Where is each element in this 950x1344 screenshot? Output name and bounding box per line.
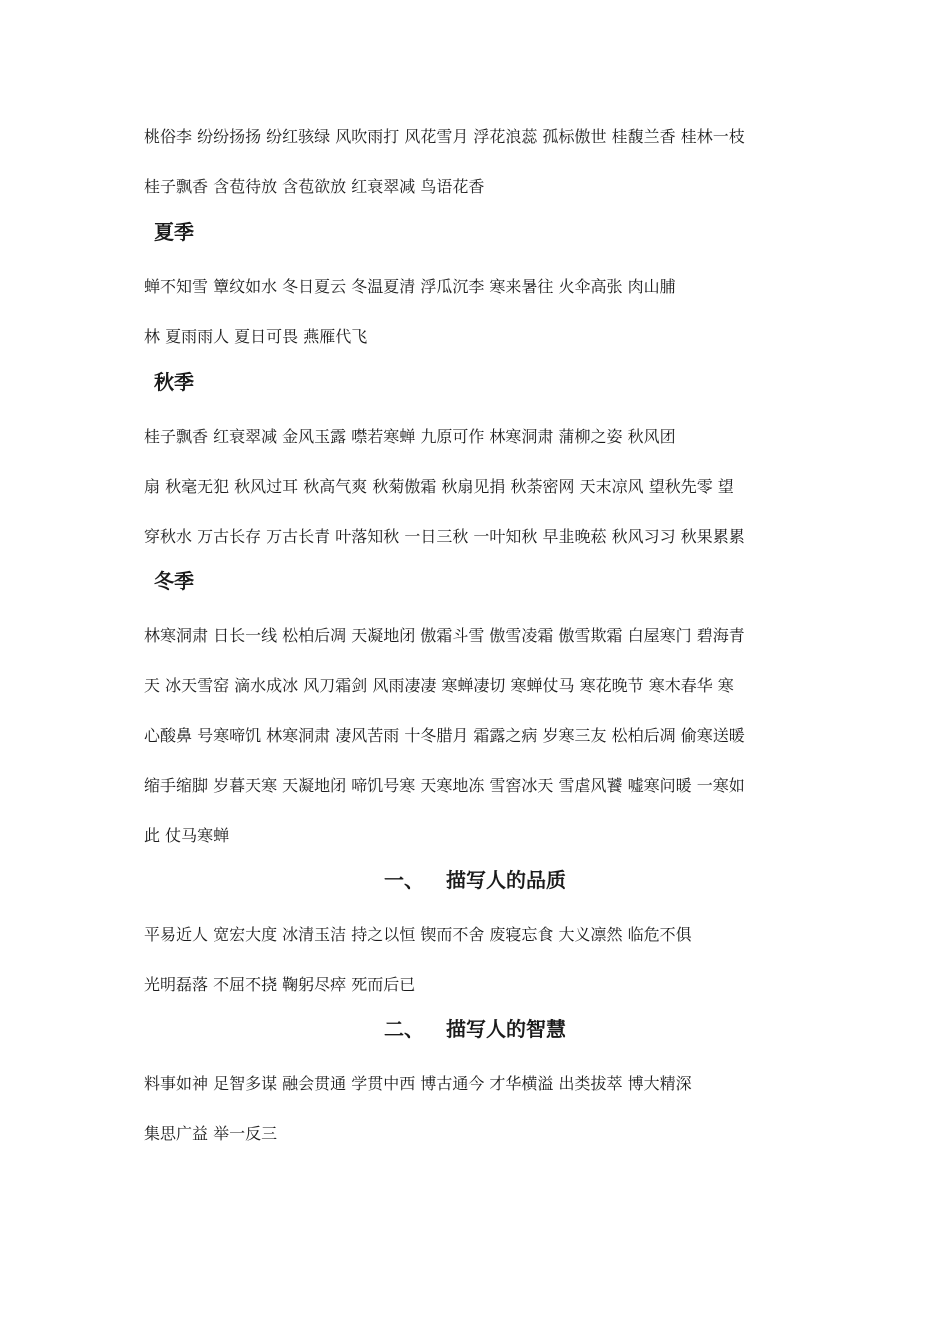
text-line-winter-2: 天 冰天雪窑 滴水成冰 风刀霜剑 风雨凄凄 寒蝉凄切 寒蝉仗马 寒花晚节 寒木春华 寒 (144, 676, 734, 695)
heading-summer: 夏季 (154, 220, 194, 244)
text-line-winter-3: 心酸鼻 号寒啼饥 林寒洞肃 凄风苦雨 十冬腊月 霜露之病 岁寒三友 松柏后凋 偷寒送暖 (144, 726, 745, 745)
text-line-summer-1: 蝉不知雪 簟纹如水 冬日夏云 冬温夏清 浮瓜沉李 寒来暑往 火伞高张 肉山脯 (144, 277, 676, 296)
text-line-winter-5: 此 仗马寒蝉 (144, 826, 230, 845)
text-line-wisdom-1: 料事如神 足智多谋 融会贯通 学贯中西 博古通今 才华横溢 出类拔萃 博大精深 (144, 1074, 692, 1093)
section-title: 描写人的品质 (446, 868, 566, 892)
text-line-wisdom-2: 集思广益 举一反三 (144, 1124, 278, 1143)
section-number: 二、 (384, 1017, 424, 1041)
text-line-autumn-1: 桂子飘香 红衰翠减 金风玉露 噤若寒蝉 九原可作 林寒洞肃 蒲柳之姿 秋风团 (144, 427, 676, 446)
section-title: 描写人的智慧 (446, 1017, 566, 1041)
text-line-autumn-3: 穿秋水 万古长存 万古长青 叶落知秋 一日三秋 一叶知秋 早韭晚菘 秋风习习 秋果累累 (144, 527, 745, 546)
section-heading-wisdom (0, 1016, 950, 1042)
text-line-spring-1: 桃俗李 纷纷扬扬 纷红骇绿 风吹雨打 风花雪月 浮花浪蕊 孤标傲世 桂馥兰香 桂林一枝 (144, 127, 745, 146)
heading-winter: 冬季 (154, 569, 194, 593)
text-line-summer-2: 林 夏雨雨人 夏日可畏 燕雁代飞 (144, 327, 368, 346)
text-line-quality-2: 光明磊落 不屈不挠 鞠躬尽瘁 死而后已 (144, 975, 416, 994)
text-line-winter-4: 缩手缩脚 岁暮天寒 天凝地闭 啼饥号寒 天寒地冻 雪窖冰天 雪虐风饕 嘘寒问暖 一寒如 (144, 776, 745, 795)
heading-autumn: 秋季 (154, 370, 194, 394)
text-line-spring-2: 桂子飘香 含苞待放 含苞欲放 红衰翠减 鸟语花香 (144, 177, 485, 196)
text-line-autumn-2: 扇 秋毫无犯 秋风过耳 秋高气爽 秋菊傲霜 秋扇见捐 秋荼密网 天末凉风 望秋先零 望 (144, 477, 734, 496)
text-line-winter-1: 林寒洞肃 日长一线 松柏后凋 天凝地闭 傲霜斗雪 傲雪凌霜 傲雪欺霜 白屋寒门 碧海青 (144, 626, 745, 645)
text-line-quality-1: 平易近人 宽宏大度 冰清玉洁 持之以恒 锲而不舍 废寝忘食 大义凛然 临危不俱 (144, 925, 692, 944)
section-number: 一、 (384, 868, 424, 892)
section-heading-quality (0, 867, 950, 893)
